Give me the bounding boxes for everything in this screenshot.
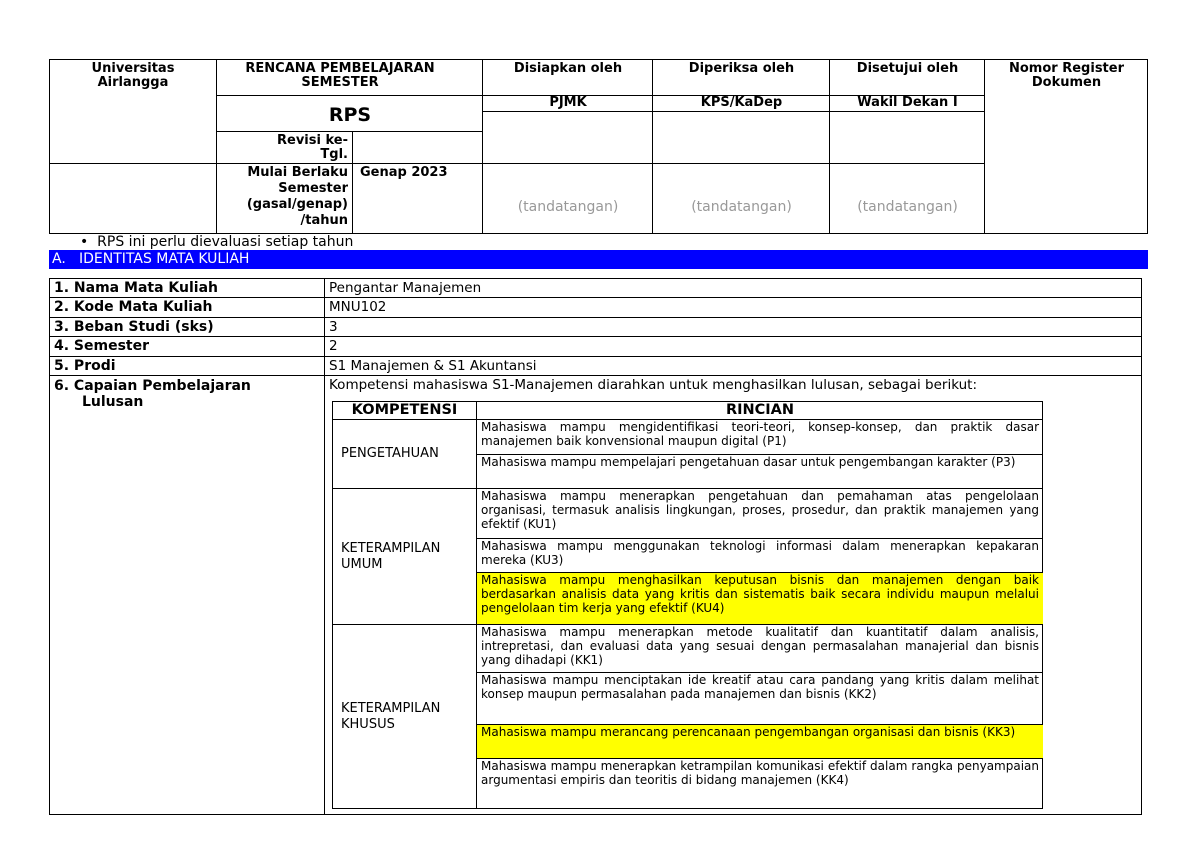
tgl-label: Tgl. (320, 147, 348, 162)
identitas-row-4 (49, 336, 1142, 356)
cpl-label-1: 6. Capaian Pembelajaran (54, 378, 251, 394)
revisi-label: Revisi ke- (277, 133, 348, 148)
identitas-row-2 (49, 297, 1142, 317)
column-header-kompetensi: KOMPETENSI (351, 402, 458, 418)
competency-keterampilan-umum (333, 489, 476, 624)
rincian-kk2: Mahasiswa mampu menciptakan ide kreatif atau cara pandang yang kritis dalam melihat konsep maupun permasalahan pada manajemen dan bisnis (KK2) (481, 673, 1039, 701)
identitas-row-5 (49, 356, 1142, 376)
pjmk-label: PJMK (549, 95, 587, 110)
wakil-dekan-label: Wakil Dekan I (857, 95, 958, 110)
identitas-value-beban: 3 (329, 319, 338, 335)
disetujui-label: Disetujui oleh (856, 61, 959, 76)
mulai-berlaku-value: Genap 2023 (360, 165, 448, 180)
document-title: RENCANA PEMBELAJARAN SEMESTER (245, 61, 435, 90)
competency-name-keterampilan-umum: KETERAMPILAN UMUM (341, 540, 441, 572)
evaluation-note-text: RPS ini perlu dievaluasi setiap tahun (97, 234, 354, 250)
identitas-value-semester: 2 (329, 338, 338, 354)
evaluation-note (80, 234, 353, 250)
identitas-label-kode: 2. Kode Mata Kuliah (54, 299, 213, 315)
nomor-register-label: Nomor Register Dokumen (1009, 61, 1124, 90)
rincian-ku3: Mahasiswa mampu menggunakan teknologi informasi dalam menerapkan kepakaran mereka (KU3) (481, 539, 1039, 567)
section-a-bar (49, 250, 1148, 269)
university-name: Universitas Airlangga (91, 61, 175, 90)
cpl-label-2: Lulusan (82, 394, 144, 410)
identitas-value-kode: MNU102 (329, 299, 387, 315)
identitas-label-semester: 4. Semester (54, 338, 150, 354)
column-header-rincian: RINCIAN (725, 402, 795, 418)
tandatangan-wakil-dekan: (tandatangan) (857, 199, 958, 215)
identitas-value-nama: Pengantar Manajemen (329, 280, 482, 296)
bullet-icon: • (80, 234, 98, 250)
competency-name-pengetahuan: PENGETAHUAN (341, 446, 439, 461)
section-a-title: IDENTITAS MATA KULIAH (79, 251, 250, 267)
tandatangan-pjmk: (tandatangan) (517, 199, 619, 215)
diperiksa-label: Diperiksa oleh (688, 61, 795, 76)
kps-label: KPS/KaDep (700, 95, 783, 110)
section-a-letter: A. (52, 251, 66, 267)
tandatangan-kps: (tandatangan) (691, 199, 792, 215)
mulai-berlaku-label-4: /tahun (300, 213, 348, 228)
rincian-p3: Mahasiswa mampu mempelajari pengetahuan dasar untuk pengembangan karakter (P3) (481, 455, 1016, 469)
identitas-row-1 (49, 278, 1142, 298)
rincian-p1: Mahasiswa mampu mengidentifikasi teori-teori, konsep-konsep, dan praktik dasar manajemen baik konvensional maupun digital (P1) (481, 420, 1039, 448)
identitas-value-prodi: S1 Manajemen & S1 Akuntansi (329, 358, 537, 374)
rincian-kk4: Mahasiswa mampu menerapkan ketrampilan komunikasi efektif dalam rangka penyampaian argumentasi empiris dan teoritis di bidang manajemen (KK4) (481, 759, 1039, 787)
mulai-berlaku-label-2: Semester (278, 181, 348, 196)
identitas-label-prodi: 5. Prodi (54, 358, 116, 374)
rincian-ku1: Mahasiswa mampu menerapkan pengetahuan dan pemahaman atas pengelolaan organisasi, termasuk analisis lingkungan, proses, prosedur, dan praktik manajemen yang efektif (KU1) (481, 489, 1039, 531)
competency-keterampilan-khusus (333, 625, 476, 808)
rincian-kk3: Mahasiswa mampu merancang perencanaan pengembangan organisasi dan bisnis (KK3) (477, 725, 1043, 758)
rincian-kk1: Mahasiswa mampu menerapkan metode kualitatif dan kuantitatif dalam analisis, intrepretasi, dan evaluasi data yang sesuai dengan permasalahan manajerial dan bisnis yang dihadapi (KK1) (481, 625, 1039, 667)
mulai-berlaku-label-1: Mulai Berlaku (247, 165, 348, 180)
identitas-label-nama: 1. Nama Mata Kuliah (54, 280, 218, 296)
identitas-row-3 (49, 317, 1142, 337)
competency-name-keterampilan-khusus: KETERAMPILAN KHUSUS (341, 700, 441, 732)
identitas-label-beban: 3. Beban Studi (sks) (54, 319, 214, 335)
disiapkan-label: Disiapkan oleh (513, 61, 623, 76)
cpl-intro: Kompetensi mahasiswa S1-Manajemen diarahkan untuk menghasilkan lulusan, sebagai berikut: (329, 377, 977, 393)
rps-label: RPS (328, 104, 372, 126)
competency-pengetahuan (333, 420, 476, 488)
mulai-berlaku-label-3: (gasal/genap) (246, 197, 348, 212)
rincian-ku4: Mahasiswa mampu menghasilkan keputusan bisnis dan manajemen dengan baik berdasarkan analisis data yang kritis dan sistematis baik secara individu maupun melalui pengelolaan tim kerja yang efektif (KU4) (477, 573, 1043, 624)
